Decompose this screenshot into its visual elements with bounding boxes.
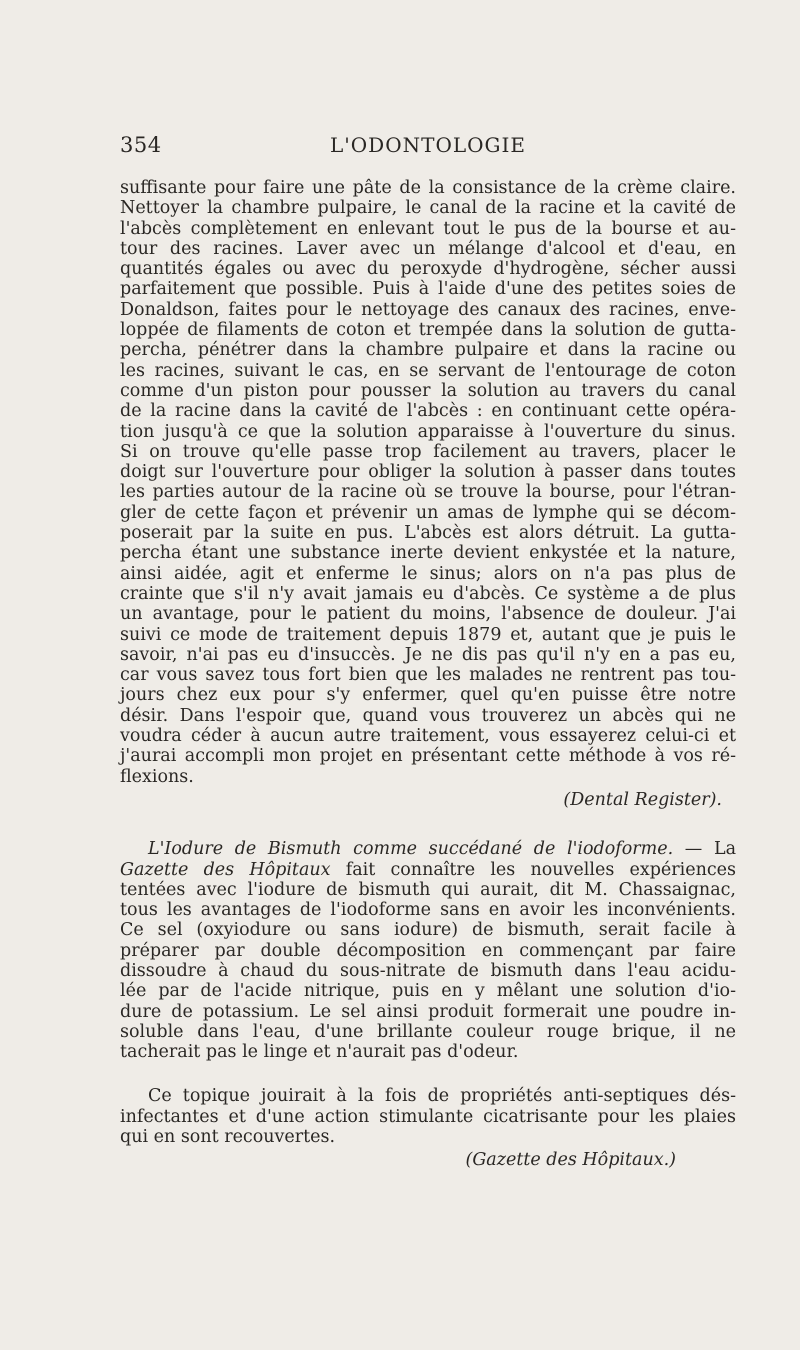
text-line: j'aurai accompli mon projet en présentant cette méthode à vos ré- <box>120 746 736 767</box>
article-1-source: (Dental Register). <box>563 789 722 810</box>
text-line: percha étant une substance inerte devient enkystée et la nature, <box>120 543 736 564</box>
text-line: jours chez eux pour s'y enfermer, quel qu'en puisse être notre <box>120 685 736 706</box>
article-2-paragraph-2 <box>120 1086 736 1147</box>
text-line: car vous savez tous fort bien que les malades ne rentrent pas tou- <box>120 665 736 686</box>
text-line: comme d'un piston pour pousser la solution au travers du canal <box>120 380 736 401</box>
text-line: Ce topique jouirait à la fois de propriétés anti-septiques dés- <box>148 1086 736 1107</box>
text-line: qui en sont recouvertes. <box>120 1127 336 1148</box>
text-line: Ce sel (oxyiodure ou sans iodure) de bismuth, serait facile à <box>120 920 736 941</box>
text-line: quantités égales ou avec du peroxyde d'hydrogène, sécher aussi <box>120 259 736 280</box>
text-line: suffisante pour faire une pâte de la consistance de la crème claire. <box>120 178 736 198</box>
text-line: suivi ce mode de traitement depuis 1879 et, autant que je puis le <box>120 624 736 645</box>
article-2-text <box>120 880 736 1063</box>
article-2-title: L'Iodure de Bismuth comme succédané de l'iodoforme. <box>148 839 674 860</box>
text-line: Nettoyer la chambre pulpaire, le canal de la racine et la cavité de <box>120 198 736 219</box>
body-text <box>120 178 736 1171</box>
text-line: gler de cette façon et prévenir un amas de lymphe qui se décom- <box>120 502 736 523</box>
text-line: loppée de filaments de coton et trempée dans la solution de gutta- <box>120 320 736 341</box>
article-2-source: (Gazette des Hôpitaux.) <box>465 1150 676 1171</box>
text-line: les racines, suivant le cas, en se servant de l'entourage de coton <box>120 360 736 381</box>
text-line: tacherait pas le linge et n'aurait pas d'odeur. <box>120 1042 519 1063</box>
text-line: tentées avec l'iodure de bismuth qui aurait, dit M. Chassaignac, <box>120 879 736 900</box>
text-line: dure de potassium. Le sel ainsi produit formerait une poudre in- <box>120 1001 736 1022</box>
article-2-second-line <box>120 860 736 880</box>
article-1-text <box>120 178 736 787</box>
running-head: L'ODONTOLOGIE <box>330 133 526 157</box>
text-line: doigt sur l'ouverture pour obliger la solution à passer dans toutes <box>120 462 736 483</box>
text-line: Donaldson, faites pour le nettoyage des canaux des racines, enve- <box>120 299 736 320</box>
text-line: désir. Dans l'espoir que, quand vous trouverez un abcès qui ne <box>120 705 736 726</box>
text-line: voudra céder à aucun autre traitement, vous essayerez celui-ci et <box>120 726 736 747</box>
text-line: un avantage, pour le patient du moins, l'absence de douleur. J'ai <box>120 604 736 625</box>
text-line: parfaitement que possible. Puis à l'aide d'une des petites soies de <box>120 279 736 300</box>
text-line: Si on trouve qu'elle passe trop facilement au travers, placer le <box>120 441 736 462</box>
article-2-journal: Gazette des Hôpitaux <box>120 859 331 880</box>
text-line: ainsi aidée, agit et enferme le sinus; alors on n'a pas plus de <box>120 563 736 584</box>
text-line: savoir, n'ai pas eu d'insuccès. Je ne dis pas qu'il n'y en a pas eu, <box>120 644 736 665</box>
page-header <box>120 133 736 161</box>
text-line: les parties autour de la racine où se trouve la bourse, pour l'étran- <box>120 482 736 503</box>
text-line: crainte que s'il n'y avait jamais eu d'abcès. Ce système a de plus <box>120 583 736 604</box>
text-line: tous les avantages de l'iodoforme sans en avoir les inconvénients. <box>120 900 736 921</box>
page-number: 354 <box>120 133 162 157</box>
text-line: dissoudre à chaud du sous-nitrate de bismuth dans l'eau acidu- <box>120 960 736 981</box>
text-line: tour des racines. Laver avec un mélange d'alcool et d'eau, en <box>120 238 736 259</box>
text-line: infectantes et d'une action stimulante cicatrisante pour les plaies <box>120 1106 736 1127</box>
text-line: l'abcès complètement en enlevant tout le pus de la bourse et au- <box>120 218 736 239</box>
text-line: percha, pénétrer dans la chambre pulpaire et dans la racine ou <box>120 340 736 361</box>
text-line: flexions. <box>120 766 194 787</box>
article-2-first-line-rest: fait connaître les nouvelles expériences <box>330 859 736 880</box>
text-line: lée par de l'acide nitrique, puis en y mêlant une solution d'io- <box>120 981 736 1002</box>
text-line: tion jusqu'à ce que la solution apparaisse à l'ouverture du sinus. <box>120 421 736 442</box>
text-line: soluble dans l'eau, d'une brillante couleur rouge brique, il ne <box>120 1021 736 1042</box>
text-line: préparer par double décomposition en commençant par faire <box>120 940 736 961</box>
text-line: poserait par la suite en pus. L'abcès est alors détruit. La gutta- <box>120 523 736 544</box>
article-2-first-line <box>120 839 736 859</box>
text-line: de la racine dans la cavité de l'abcès : en continuant cette opéra- <box>120 401 736 422</box>
article-2-dash: — La <box>673 839 737 860</box>
